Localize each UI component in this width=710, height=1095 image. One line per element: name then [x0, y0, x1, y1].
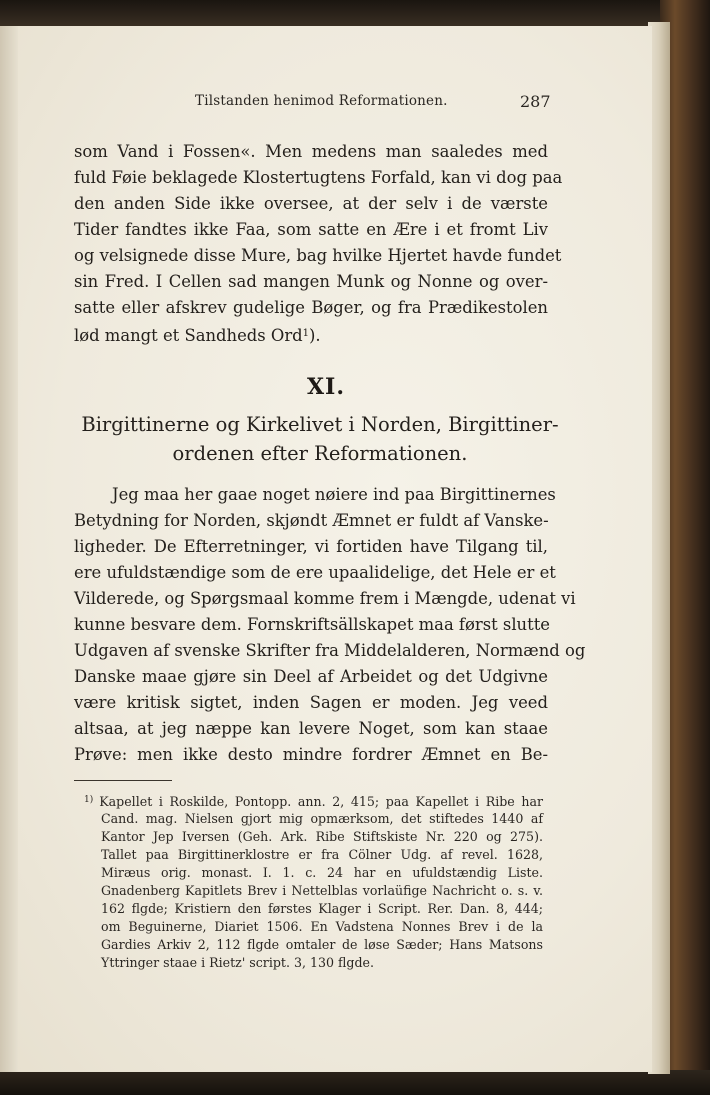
text-line: sin Fred. I Cellen sad mangen Munk og Nonne og over-	[74, 272, 548, 291]
text-line: fuld Føie beklagede Klostertugtens Forfald, kan vi dog paa	[74, 168, 563, 187]
text-line: satte eller afskrev gudelige Bøger, og fra Prædikestolen	[74, 298, 548, 317]
text-line: den anden Side ikke oversee, at der selv i de værste	[74, 194, 548, 213]
text-line: kunne besvare dem. Fornskriftsällskapet maa først slutte	[74, 615, 550, 634]
footnote-marker: 1)	[84, 795, 94, 805]
page-number: 287	[520, 92, 551, 111]
text-line: Vilderede, og Spørgsmaal komme frem i Mængde, udenat vi	[74, 589, 576, 608]
footnote-line: Gnadenberg Kapitlets Brev i Nettelblas vorlaüfige Nachricht o. s. v.	[101, 883, 543, 898]
text-line: Jeg maa her gaae noget nøiere ind paa Birgittinernes	[112, 485, 556, 504]
footnote-rule	[74, 780, 172, 781]
text-line: Prøve: men ikke desto mindre fordrer Æmnet en Be-	[74, 745, 548, 764]
footnote-line	[84, 792, 543, 810]
footnote-line: Yttringer staae i Rietz' script. 3, 130 flgde.	[101, 955, 375, 970]
section-number: XI.	[306, 374, 346, 400]
footnote-reference: 1	[302, 328, 310, 339]
text-line: Betydning for Norden, skjøndt Æmnet er fuldt af Vanske-	[74, 511, 549, 530]
text-line: og velsignede disse Mure, bag hvilke Hjertet havde fundet	[74, 246, 562, 265]
book-cover-top	[0, 0, 710, 28]
text-line: som Vand i Fossen«. Men medens man saaledes med	[74, 142, 548, 161]
section-title-line: Birgittinerne og Kirkelivet i Norden, Birgittiner-	[81, 413, 559, 436]
text-line	[74, 324, 548, 346]
footnote-line: Kantor Jep Iversen (Geh. Ark. Ribe Stiftskiste Nr. 220 og 275).	[101, 829, 543, 844]
text-line: ligheder. De Efterretninger, vi fortiden have Tilgang til,	[74, 537, 548, 556]
text-line: altsaa, at jeg næppe kan levere Noget, som kan staae	[74, 719, 548, 738]
text-span: lød mangt et Sandheds Ord	[74, 326, 303, 345]
text-line: være kritisk sigtet, inden Sagen er moden. Jeg veed	[74, 693, 548, 712]
text-line: Udgaven af svenske Skrifter fra Middelalderen, Normænd og	[74, 641, 586, 660]
text-line: Danske maae gjøre sin Deel af Arbeidet og det Udgivne	[74, 667, 548, 686]
footnote-text: Kapellet i Roskilde, Pontopp. ann. 2, 415; paa Kapellet i Ribe har	[99, 794, 543, 809]
text-span: ).	[309, 326, 321, 345]
text-line: Tider fandtes ikke Faa, som satte en Ære i et fromt Liv	[74, 220, 548, 239]
running-title: Tilstanden henimod Reformationen.	[195, 93, 448, 109]
page-gutter	[0, 26, 18, 1072]
section-title-line: ordenen efter Reformationen.	[172, 442, 468, 465]
book-cover-bottom	[0, 1070, 710, 1095]
footnote-line: Tallet paa Birgittinerklostre er fra Cölner Udg. af revel. 1628,	[101, 847, 543, 862]
footnote-line: om Beguinerne, Diariet 1506. En Vadstena Nonnes Brev i de la	[101, 919, 543, 934]
footnote-line: Cand. mag. Nielsen gjort mig opmærksom, det stiftedes 1440 af	[101, 811, 543, 826]
footnote-line: 162 flgde; Kristiern den førstes Klager i Script. Rer. Dan. 8, 444;	[101, 901, 543, 916]
footnote-line: Miræus orig. monast. I. 1. c. 24 har en ufuldstændig Liste.	[101, 865, 543, 880]
text-line: ere ufuldstændige som de ere upaalidelige, det Hele er et	[74, 563, 556, 582]
footnote-line: Gardies Arkiv 2, 112 flgde omtaler de løse Sæder; Hans Matsons	[101, 937, 543, 952]
